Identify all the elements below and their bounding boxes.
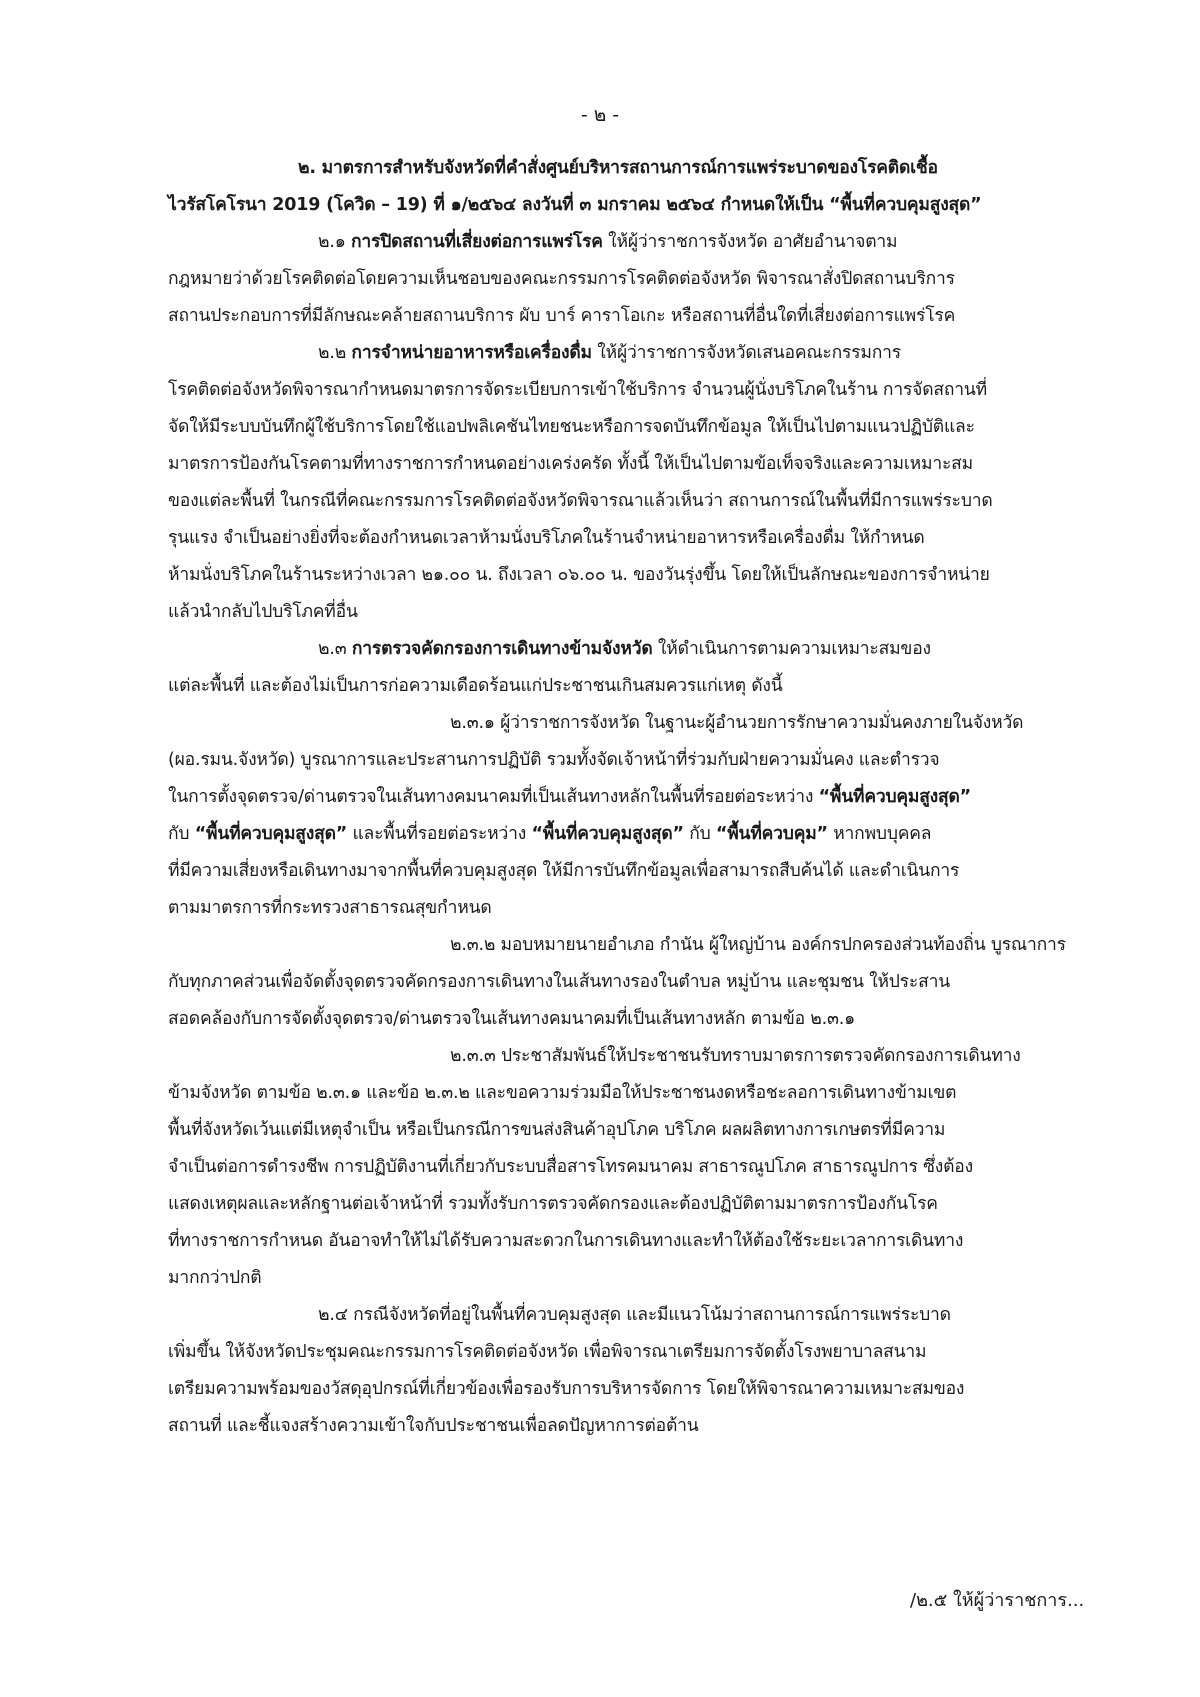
section-2-3-2-line: สอดคล้องกับการจัดตั้งจุดตรวจ/ด่านตรวจในเส้นทางคมนาคมที่เป็นเส้นทางหลัก ตามข้อ ๒.๓.๑ bbox=[168, 1009, 856, 1029]
section-2-3-3-line: แสดงเหตุผลและหลักฐานต่อเจ้าหน้าที่ รวมทั้งรับการตรวจคัดกรองและต้องปฏิบัติตามมาตรการป้องกันโรค bbox=[168, 1194, 938, 1214]
section-2-line-1: ๒. มาตรการสำหรับจังหวัดที่คำสั่งศูนย์บริหารสถานการณ์การแพร่ระบาดของโรคติดเชื้อ bbox=[298, 158, 938, 178]
section-2-1-line: สถานประกอบการที่มีลักษณะคล้ายสถานบริการ ผับ บาร์ คาราโอเกะ หรือสถานที่อื่นใดที่เสี่ยงต่อการแพร่โรค bbox=[168, 306, 956, 326]
section-2-1-line: กฎหมายว่าด้วยโรคติดต่อโดยความเห็นชอบของคณะกรรมการโรคติดต่อจังหวัด พิจารณาสั่งปิดสถานบริการ bbox=[168, 269, 955, 289]
section-2-3-3-line: มากกว่าปกติ bbox=[168, 1268, 262, 1288]
section-2-3 bbox=[168, 631, 1036, 705]
section-2-3-2-line: กับทุกภาคส่วนเพื่อจัดตั้งจุดตรวจคัดกรองการเดินทางในเส้นทางรองในตำบล หมู่บ้าน และชุมชน ให้ประสาน bbox=[168, 972, 950, 992]
section-2-3-1-line bbox=[168, 816, 1036, 853]
section-2-2-text: ให้ผู้ว่าราชการจังหวัดเสนอคณะกรรมการ bbox=[597, 343, 901, 363]
section-2-2-line: แล้วนำกลับไปบริโภคที่อื่น bbox=[168, 602, 358, 622]
section-2-line-2: ไวรัสโคโรนา 2019 (โควิด – 19) ที่ ๑/๒๕๖๔ ลงวันที่ ๓ มกราคม ๒๕๖๔ กำหนดให้เป็น “พื้นที่ควบคุมสูงสุด” bbox=[168, 195, 982, 215]
section-2-3-1-line: ที่มีความเสี่ยงหรือเดินทางมาจากพื้นที่ควบคุมสูงสุด ให้มีการบันทึกข้อมูลเพื่อสามารถสืบค้นได้ และดำเนินการ bbox=[168, 861, 960, 881]
document-body bbox=[168, 150, 1066, 1445]
section-2-3-1-line: ตามมาตรการที่กระทรวงสาธารณสุขกำหนด bbox=[168, 898, 492, 918]
section-2-2-line: ห้ามนั่งบริโภคในร้านระหว่างเวลา ๒๑.๐๐ น. ถึงเวลา ๐๖.๐๐ น. ของวันรุ่งขึ้น โดยให้เป็นลักษณะของการจำหน่าย bbox=[168, 565, 990, 585]
section-2-3-1-text: กับ bbox=[689, 824, 711, 844]
section-2-3-3-line: ที่ทางราชการกำหนด อันอาจทำให้ไม่ได้รับความสะดวกในการเดินทางและทำให้ต้องใช้ระยะเวลาการเดินทาง bbox=[168, 1231, 964, 1251]
section-2-2-first-line bbox=[168, 335, 1036, 372]
section-2-3-3-first-line: ๒.๓.๓ ประชาสัมพันธ์ให้ประชาชนรับทราบมาตรการตรวจคัดกรองการเดินทาง bbox=[450, 1046, 1021, 1066]
section-2-3-1-text: และพื้นที่รอยต่อระหว่าง bbox=[352, 824, 527, 844]
section-2-1-first-line bbox=[168, 224, 1036, 261]
section-2-3-heading: การตรวจคัดกรองการเดินทางข้ามจังหวัด bbox=[351, 639, 653, 659]
section-2-1-text: ให้ผู้ว่าราชการจังหวัด อาศัยอำนาจตาม bbox=[608, 232, 898, 252]
section-2-2-line: จัดให้มีระบบบันทึกผู้ใช้บริการโดยใช้แอปพลิเคชันไทยชนะหรือการจดบันทึกข้อมูล ให้เป็นไปตามแนวปฏิบัติและ bbox=[168, 417, 975, 437]
section-2-4-line: เพิ่มขึ้น ให้จังหวัดประชุมคณะกรรมการโรคติดต่อจังหวัด เพื่อพิจารณาเตรียมการจัดตั้งโรงพยาบาลสนาม bbox=[168, 1342, 927, 1362]
continuation-marker: /๒.๕ ให้ผู้ว่าราชการ... bbox=[910, 1590, 1085, 1611]
section-2-4-line: เตรียมความพร้อมของวัสดุอุปกรณ์ที่เกี่ยวข้องเพื่อรองรับการบริหารจัดการ โดยให้พิจารณาความเหมาะสมของ bbox=[168, 1379, 965, 1399]
section-2-1-number: ๒.๑ bbox=[318, 232, 346, 252]
highest-control-zone-term: “พื้นที่ควบคุมสูงสุด” bbox=[531, 824, 684, 844]
section-2-3-first-line bbox=[168, 631, 1036, 668]
section-2-3-3-line: พื้นที่จังหวัดเว้นแต่มีเหตุจำเป็น หรือเป็นกรณีการขนส่งสินค้าอุปโภค บริโภค ผลผลิตทางการเกษตรที่มีความ bbox=[168, 1120, 946, 1140]
section-2-2-heading: การจำหน่ายอาหารหรือเครื่องดื่ม bbox=[351, 343, 592, 363]
section-2-1 bbox=[168, 224, 1036, 335]
highest-control-zone-term: “พื้นที่ควบคุมสูงสุด” bbox=[194, 824, 348, 844]
section-2-3-1 bbox=[168, 705, 1036, 927]
section-2-3-2 bbox=[168, 927, 1066, 1038]
section-2-2-number: ๒.๒ bbox=[318, 343, 347, 363]
section-2-1-heading: การปิดสถานที่เสี่ยงต่อการแพร่โรค bbox=[350, 232, 603, 252]
section-2-2-line: ของแต่ละพื้นที่ ในกรณีที่คณะกรรมการโรคติดต่อจังหวัดพิจารณาแล้วเห็นว่า สถานการณ์ในพื้นที่มีการแพร่ระบาด bbox=[168, 491, 993, 511]
section-2-3-3-line: ข้ามจังหวัด ตามข้อ ๒.๓.๑ และข้อ ๒.๓.๒ และขอความร่วมมือให้ประชาชนงดหรือชะลอการเดินทางข้ามเขต bbox=[168, 1083, 957, 1103]
section-2-3-3-line: จำเป็นต่อการดำรงชีพ การปฏิบัติงานที่เกี่ยวกับระบบสื่อสารโทรคมนาคม สาธารณูปโภค สาธารณูปการ ซึ่งต้อง bbox=[168, 1157, 973, 1177]
section-2-3-1-text: หากพบบุคคล bbox=[833, 824, 932, 844]
section-2-3-3 bbox=[168, 1038, 1036, 1297]
page-number: - ๒ - bbox=[580, 104, 620, 126]
section-2-2-line: โรคติดต่อจังหวัดพิจารณากำหนดมาตรการจัดระเบียบการเข้าใช้บริการ จำนวนผู้นั่งบริโภคในร้าน การจัดสถานที่ bbox=[168, 380, 987, 400]
section-2-3-1-line bbox=[168, 779, 1036, 816]
control-zone-term: “พื้นที่ควบคุม” bbox=[715, 824, 828, 844]
section-2-3-1-line: (ผอ.รมน.จังหวัด) บูรณาการและประสานการปฏิบัติ รวมทั้งจัดเจ้าหน้าที่ร่วมกับฝ่ายความมั่นคง และตำรวจ bbox=[168, 750, 940, 770]
section-2-3-line: แต่ละพื้นที่ และต้องไม่เป็นการก่อความเดือดร้อนแก่ประชาชนเกินสมควรแก่เหตุ ดังนี้ bbox=[168, 676, 783, 696]
section-2-heading bbox=[168, 150, 1036, 224]
section-2-4-first-line: ๒.๔ กรณีจังหวัดที่อยู่ในพื้นที่ควบคุมสูงสุด และมีแนวโน้มว่าสถานการณ์การแพร่ระบาด bbox=[318, 1305, 951, 1325]
section-2-3-1-text: กับ bbox=[168, 824, 190, 844]
section-2-4 bbox=[168, 1297, 1036, 1445]
section-2-3-text: ให้ดำเนินการตามความเหมาะสมของ bbox=[657, 639, 931, 659]
section-2-2-line: มาตรการป้องกันโรคตามที่ทางราชการกำหนดอย่างเคร่งครัด ทั้งนี้ ให้เป็นไปตามข้อเท็จจริงและความเหมาะสม bbox=[168, 454, 973, 474]
section-2-3-2-first-line: ๒.๓.๒ มอบหมายนายอำเภอ กำนัน ผู้ใหญ่บ้าน องค์กรปกครองส่วนท้องถิ่น บูรณาการ bbox=[450, 935, 1066, 955]
section-2-3-1-text: ในการตั้งจุดตรวจ/ด่านตรวจในเส้นทางคมนาคมที่เป็นเส้นทางหลักในพื้นที่รอยต่อระหว่าง bbox=[168, 787, 814, 807]
section-2-2 bbox=[168, 335, 1036, 631]
section-2-3-1-first-line: ๒.๓.๑ ผู้ว่าราชการจังหวัด ในฐานะผู้อำนวยการรักษาความมั่นคงภายในจังหวัด bbox=[450, 713, 1024, 733]
section-2-4-line: สถานที่ และชี้แจงสร้างความเข้าใจกับประชาชนเพื่อลดปัญหาการต่อต้าน bbox=[168, 1416, 699, 1436]
section-2-3-number: ๒.๓ bbox=[318, 639, 347, 659]
section-2-2-line: รุนแรง จำเป็นอย่างยิ่งที่จะต้องกำหนดเวลาห้ามนั่งบริโภคในร้านจำหน่ายอาหารหรือเครื่องดื่ม ให้กำหนด bbox=[168, 528, 925, 548]
highest-control-zone-term: “พื้นที่ควบคุมสูงสุด” bbox=[818, 787, 971, 807]
